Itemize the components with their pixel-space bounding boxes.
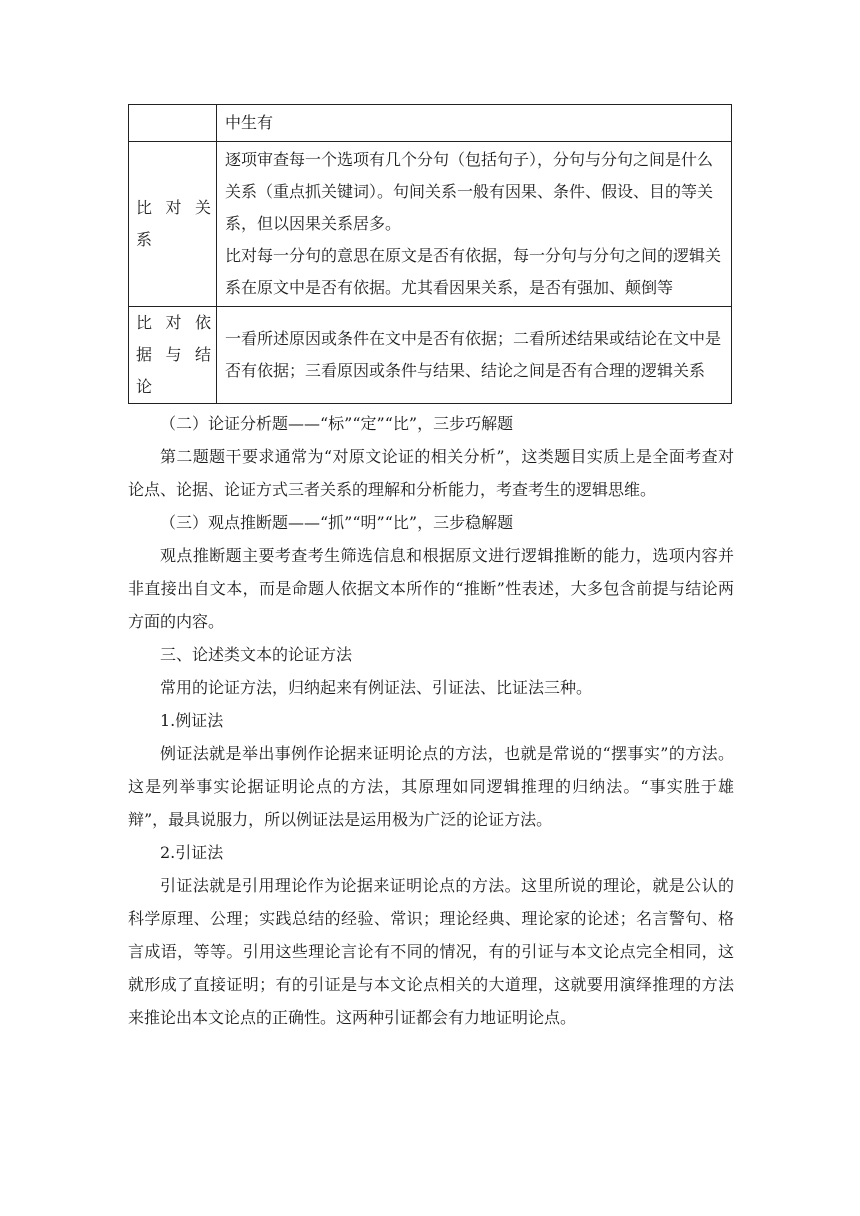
row-label-line: 论 bbox=[136, 377, 154, 396]
paragraph: 常用的论证方法，归纳起来有例证法、引证法、比证法三种。 bbox=[160, 678, 593, 697]
row-content bbox=[217, 142, 732, 307]
paragraph: 例证法就是举出事例作论据来证明论点的方法，也就是常说的“摆事实”的方法。这是列举事实论据证明论点的方法，其原理如同逻辑推理的归纳法。“事实胜于雄辩”，最具说服力，所以例证法是运用极为广泛的论证方法。 bbox=[128, 744, 734, 829]
section-heading: （二）论证分析题——“标”“定”“比”，三步巧解题 bbox=[160, 414, 514, 433]
section-heading: 三、论述类文本的论证方法 bbox=[160, 645, 353, 664]
method-table bbox=[128, 104, 732, 404]
row-content-text: 中生有 bbox=[225, 113, 274, 132]
row-label bbox=[129, 105, 217, 142]
paragraph: 第二题题干要求通常为“对原文论证的相关分析”，这类题目实质上是全面考查对论点、论据、论证方式三者关系的理解和分析能力，考查考生的逻辑思维。 bbox=[128, 447, 734, 499]
row-content bbox=[217, 105, 732, 142]
section-heading: 1.例证法 bbox=[160, 711, 224, 730]
section-heading: 2.引证法 bbox=[160, 843, 224, 862]
row-content-text: 比对每一分句的意思在原文是否有依据，每一分句与分句之间的逻辑关系在原文中是否有依据。尤其看因果关系，是否有强加、颠倒等 bbox=[225, 246, 722, 297]
table-row bbox=[129, 105, 732, 142]
row-label bbox=[129, 307, 217, 404]
document-page bbox=[128, 104, 734, 1034]
table-row bbox=[129, 307, 732, 404]
row-label-line: 据 与 结 bbox=[136, 345, 212, 364]
paragraph: 观点推断题主要考查考生筛选信息和根据原文进行逻辑推断的能力，选项内容并非直接出自文本，而是命题人依据文本所作的“推断”性表述，大多包含前提与结论两方面的内容。 bbox=[128, 546, 734, 631]
table-row bbox=[129, 142, 732, 307]
section-heading: （三）观点推断题——“抓”“明”“比”，三步稳解题 bbox=[160, 513, 514, 532]
row-label-line: 系 bbox=[136, 230, 154, 249]
row-content-text: 逐项审查每一个选项有几个分句（包括句子），分句与分句之间是什么关系（重点抓关键词）。句间关系一般有因果、条件、假设、目的等关系，但以因果关系居多。 bbox=[225, 150, 714, 233]
row-label-line: 比 对 关 bbox=[136, 198, 212, 217]
row-label-line: 比 对 依 bbox=[136, 313, 212, 332]
body-text bbox=[128, 407, 734, 1034]
row-content bbox=[217, 307, 732, 404]
paragraph: 引证法就是引用理论作为论据来证明论点的方法。这里所说的理论，就是公认的科学原理、公理；实践总结的经验、常识；理论经典、理论家的论述；名言警句、格言成语，等等。引用这些理论言论有不同的情况，有的引证与本文论点完全相同，这就形成了直接证明；有的引证是与本文论点相关的大道理，这就要用演绎推理的方法来推论出本文论点的正确性。这两种引证都会有力地证明论点。 bbox=[128, 876, 734, 1027]
row-label bbox=[129, 142, 217, 307]
row-content-text: 一看所述原因或条件在文中是否有依据；二看所述结果或结论在文中是否有依据；三看原因或条件与结果、结论之间是否有合理的逻辑关系 bbox=[225, 329, 722, 380]
